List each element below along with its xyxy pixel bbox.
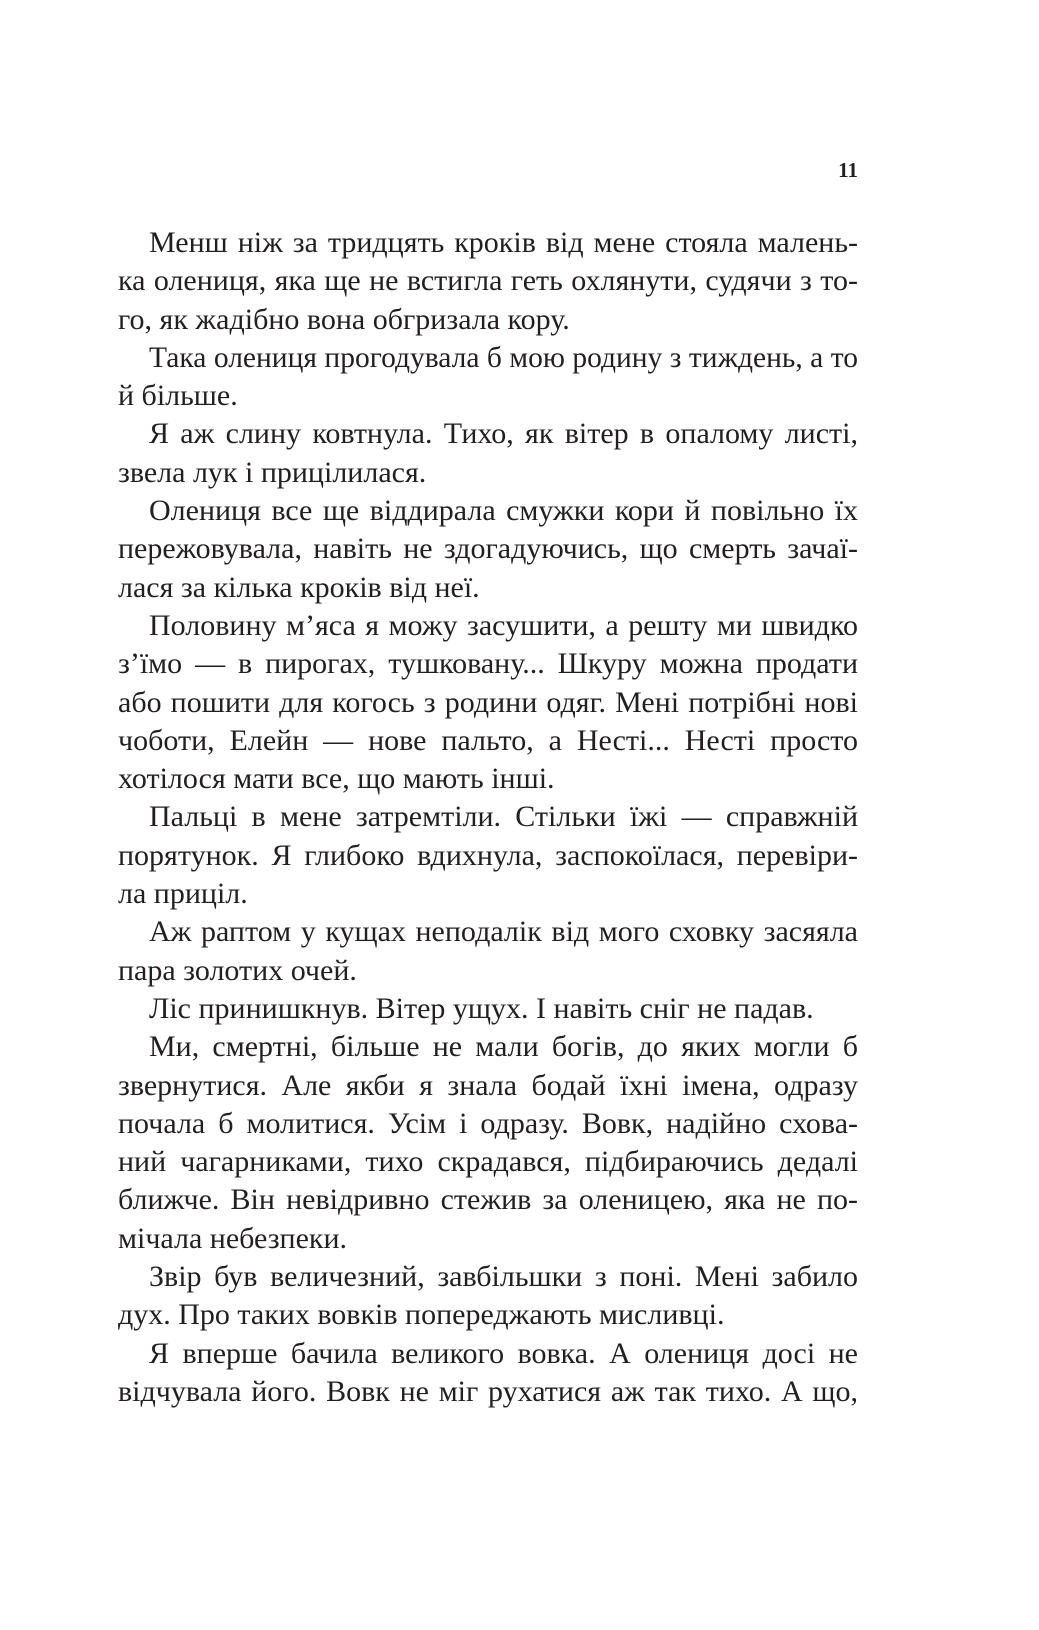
text-line: ка олениця, яка ще не встигла геть охлянути, судячи з то-: [118, 264, 858, 298]
text-line: мічала небезпеки.: [118, 1221, 348, 1255]
text-line: Аж раптом у кущах неподалік від мого сховку засяяла: [149, 915, 858, 949]
text-line: з’їмо — в пирогах, тушковану... Шкуру можна продати: [118, 647, 858, 681]
text-line: Ліс принишкнув. Вітер ущух. І навіть сніг не падав.: [149, 991, 814, 1025]
text-line: Половину м’яса я можу засушити, а решту ми швидко: [149, 608, 858, 642]
text-line: й більше.: [118, 379, 238, 413]
page-number: 11: [838, 158, 858, 182]
text-line: Я аж слину ковтнула. Тихо, як вітер в опалому листі,: [149, 417, 858, 451]
text-line: Така олениця прогодувала б мою родину з тиждень, а то: [149, 341, 858, 374]
text-line: Пальці в мене затремтіли. Стільки їжі — справжній: [149, 800, 858, 834]
text-line: звернутися. Але якби я знала бодай їхні імена, одразу: [118, 1068, 858, 1102]
text-line: ний чагарниками, тихо скрадався, підбираючись дедалі: [118, 1145, 858, 1179]
text-line: го, як жадібно вона обгризала кору.: [118, 302, 570, 336]
text-line: відчувала його. Вовк не міг рухатися аж так тихо. А що,: [118, 1374, 858, 1408]
text-line: Олениця все ще віддирала смужки кори й повільно їх: [149, 494, 858, 528]
text-line: Менш ніж за тридцять кроків від мене стояла малень-: [149, 226, 858, 259]
text-line: пережовувала, навіть не здогадуючись, що смерть зачаї-: [118, 532, 858, 566]
text-line: звела лук і прицілилася.: [118, 455, 427, 489]
text-line: ла приціл.: [118, 877, 248, 911]
text-line: порятунок. Я глибоко вдихнула, заспокоїлася, перевіри-: [118, 838, 858, 872]
text-line: дух. Про таких вовків попереджають мисливці.: [118, 1298, 725, 1332]
text-line: пара золотих очей.: [118, 953, 357, 987]
text-line: або пошити для когось з родини одяг. Мені потрібні нові: [118, 685, 858, 719]
text-line: Звір був величезний, завбільшки з поні. Мені забило: [149, 1260, 858, 1294]
text-line: лася за кілька кроків від неї.: [118, 570, 480, 604]
text-line: почала б молитися. Усім і одразу. Вовк, надійно схова-: [118, 1106, 858, 1140]
text-line: хотілося мати все, що мають інші.: [118, 762, 555, 796]
text-line: чоботи, Елейн — нове пальто, а Несті... Несті просто: [118, 723, 858, 757]
text-line: ближче. Він невідривно стежив за оленицею, яка не по-: [118, 1183, 858, 1217]
body-text: [118, 224, 858, 1411]
text-line: Ми, смертні, більше не мали богів, до яких могли б: [149, 1030, 858, 1064]
text-line: Я вперше бачила великого вовка. А олениця досі не: [149, 1336, 858, 1370]
